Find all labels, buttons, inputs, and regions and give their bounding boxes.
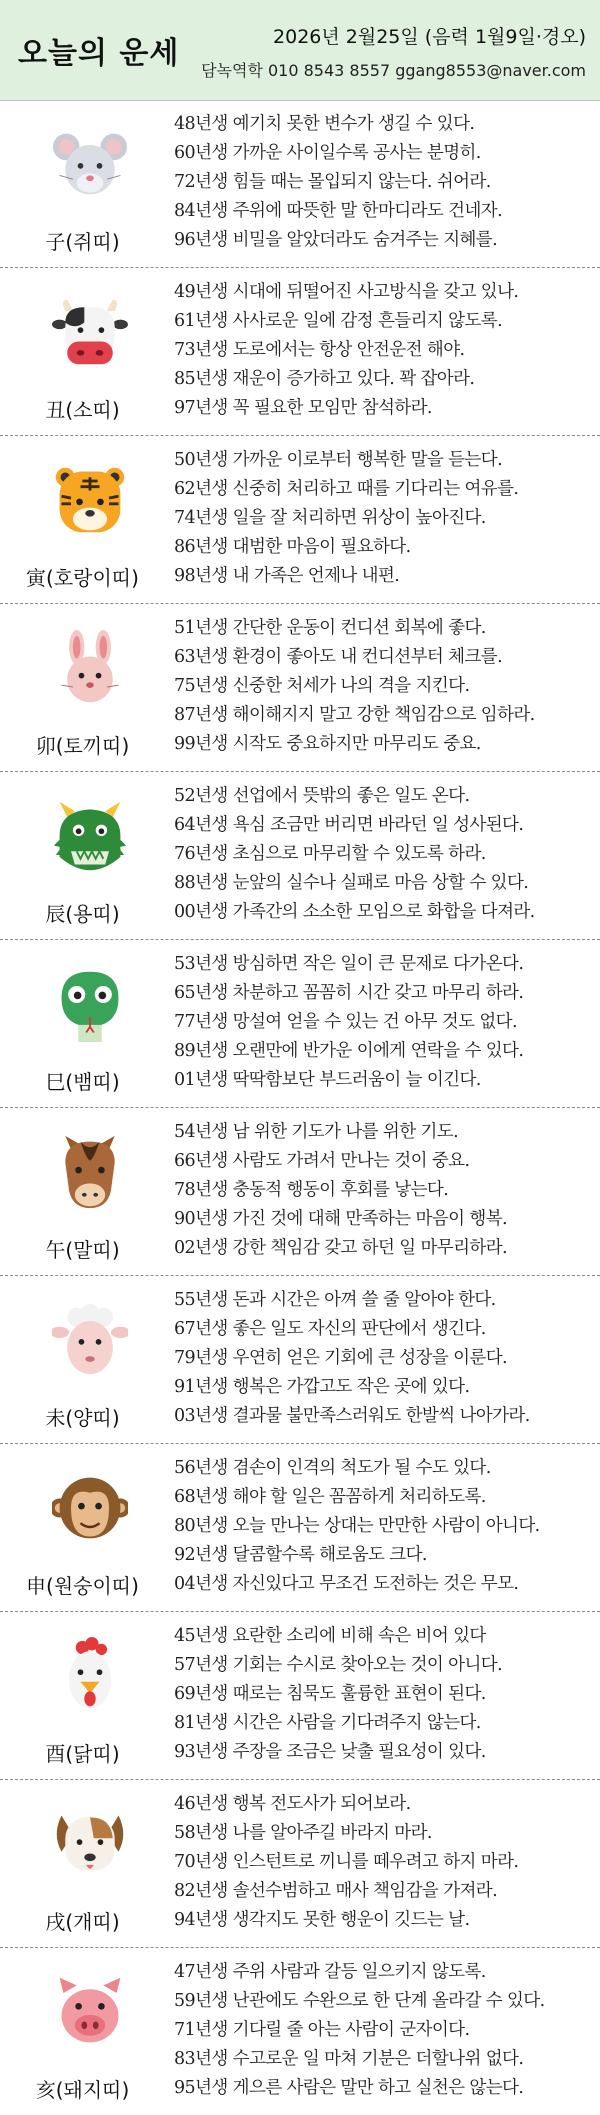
fortune-line: 86년생 대범한 마음이 필요하다. (174, 537, 411, 557)
fortune-line: 97년생 꼭 필요한 모임만 참석하라. (174, 398, 432, 418)
zodiac-animal (0, 268, 165, 435)
zodiac-animal (0, 1444, 165, 1611)
fortune-line: 87년생 해이해지지 말고 강한 책임감으로 임하라. (174, 705, 535, 725)
fortune-lines (174, 1790, 594, 1935)
fortune-line: 61년생 사사로운 일에 감정 흔들리지 않도록. (174, 311, 503, 331)
fortune-line: 68년생 해야 할 일은 꼼꼼하게 처리하도록. (174, 1487, 486, 1507)
fortune-line: 03년생 결과물 불만족스러워도 한발씩 나아가라. (174, 1406, 530, 1426)
fortune-lines (174, 950, 594, 1095)
zodiac-row-snake (0, 940, 600, 1108)
zodiac-label: 子(쥐띠) (45, 230, 120, 254)
fortune-line: 52년생 선업에서 뜻밖의 좋은 일도 온다. (174, 786, 470, 806)
zodiac-animal (0, 604, 165, 771)
zodiac-label: 午(말띠) (45, 1238, 120, 1262)
fortune-line: 54년생 남 위한 기도가 나를 위한 기도. (174, 1122, 459, 1142)
fortune-lines (174, 1454, 594, 1599)
page-title: 오늘의 운세 (18, 36, 180, 71)
fortune-line: 04년생 자신있다고 무조건 도전하는 것은 무모. (174, 1574, 519, 1594)
zodiac-animal (0, 1948, 165, 2115)
fortune-line: 59년생 난관에도 수완으로 한 단계 올라갈 수 있다. (174, 1991, 545, 2011)
zodiac-animal (0, 1612, 165, 1779)
fortune-line: 64년생 욕심 조금만 버리면 바라던 일 성사된다. (174, 815, 524, 835)
fortune-line: 45년생 요란한 소리에 비해 속은 비어 있다 (174, 1626, 486, 1646)
zodiac-label: 未(양띠) (45, 1406, 120, 1430)
fortune-line: 81년생 시간은 사람을 기다려주지 않는다. (174, 1713, 481, 1733)
fortune-line: 98년생 내 가족은 언제나 내편. (174, 566, 400, 586)
zodiac-label: 申(원숭이띠) (26, 1574, 139, 1598)
fortune-line: 70년생 인스턴트로 끼니를 떼우려고 하지 마라. (174, 1852, 519, 1872)
zodiac-animal (0, 1276, 165, 1443)
fortune-lines (174, 110, 594, 255)
fortune-line: 85년생 재운이 증가하고 있다. 꽉 잡아라. (174, 369, 475, 389)
fortune-line: 46년생 행복 전도사가 되어보라. (174, 1794, 411, 1814)
fortune-line: 71년생 기다릴 줄 아는 사람이 군자이다. (174, 2020, 470, 2040)
contact-line: 담녹역학 010 8543 8557 ggang8553@naver.com (201, 61, 586, 80)
zodiac-row-cow (0, 268, 600, 436)
fortune-line: 82년생 솔선수범하고 매사 책임감을 가져라. (174, 1881, 498, 1901)
fortune-lines (174, 614, 594, 759)
fortune-line: 96년생 비밀을 알았더라도 숨겨주는 지혜를. (174, 230, 498, 250)
cow-icon (52, 292, 128, 372)
fortune-line: 94년생 생각지도 못한 행운이 깃드는 날. (174, 1910, 470, 1930)
fortune-line: 80년생 오늘 만나는 상대는 만만한 사람이 아니다. (174, 1516, 540, 1536)
zodiac-list (0, 100, 600, 2115)
zodiac-label: 辰(용띠) (45, 902, 120, 926)
date-line: 2026년 2월25일 (음력 1월9일·경오) (273, 26, 586, 48)
fortune-lines (174, 782, 594, 927)
horse-icon (52, 1132, 128, 1212)
fortune-line: 48년생 예기치 못한 변수가 생길 수 있다. (174, 114, 475, 134)
fortune-line: 77년생 망설여 얻을 수 있는 건 아무 것도 없다. (174, 1012, 517, 1032)
zodiac-label: 卯(토끼띠) (35, 734, 130, 758)
zodiac-label: 酉(닭띠) (45, 1742, 120, 1766)
fortune-line: 49년생 시대에 뒤떨어진 사고방식을 갖고 있나. (174, 282, 519, 302)
fortune-line: 95년생 게으른 사람은 말만 하고 실천은 않는다. (174, 2078, 524, 2098)
fortune-line: 00년생 가족간의 소소한 모임으로 화합을 다져라. (174, 902, 535, 922)
fortune-line: 01년생 딱딱함보단 부드러움이 늘 이긴다. (174, 1070, 481, 1090)
fortune-line: 67년생 좋은 일도 자신의 판단에서 생긴다. (174, 1319, 486, 1339)
zodiac-row-tiger (0, 436, 600, 604)
fortune-line: 62년생 신중히 처리하고 때를 기다리는 여유를. (174, 479, 519, 499)
zodiac-animal (0, 436, 165, 603)
fortune-line: 02년생 강한 책임감 갖고 하던 일 마무리하라. (174, 1238, 507, 1258)
header (0, 0, 600, 101)
fortune-lines (174, 1958, 594, 2103)
zodiac-animal (0, 100, 165, 267)
fortune-line: 53년생 방심하면 작은 일이 큰 문제로 다가온다. (174, 954, 524, 974)
rooster-icon (52, 1636, 128, 1716)
dog-icon (52, 1804, 128, 1884)
fortune-line: 92년생 달콤할수록 해로움도 크다. (174, 1545, 427, 1565)
zodiac-row-dragon (0, 772, 600, 940)
zodiac-label: 巳(뱀띠) (45, 1070, 120, 1094)
zodiac-row-monkey (0, 1444, 600, 1612)
fortune-line: 50년생 가까운 이로부터 행복한 말을 듣는다. (174, 450, 503, 470)
fortune-line: 60년생 가까운 사이일수록 공사는 분명히. (174, 143, 481, 163)
fortune-line: 93년생 주장을 조금은 낮출 필요성이 있다. (174, 1742, 486, 1762)
fortune-line: 75년생 신중한 처세가 나의 격을 지킨다. (174, 676, 470, 696)
fortune-line: 65년생 차분하고 꼼꼼히 시간 갖고 마무리 하라. (174, 983, 524, 1003)
zodiac-row-sheep (0, 1276, 600, 1444)
dragon-icon (52, 796, 128, 876)
rat-icon (52, 124, 128, 204)
fortune-line: 76년생 초심으로 마무리할 수 있도록 하라. (174, 844, 486, 864)
zodiac-row-rat (0, 100, 600, 268)
fortune-line: 78년생 충동적 행동이 후회를 낳는다. (174, 1180, 449, 1200)
fortune-line: 74년생 일을 잘 처리하면 위상이 높아진다. (174, 508, 486, 528)
zodiac-animal (0, 1780, 165, 1947)
zodiac-animal (0, 1108, 165, 1275)
fortune-line: 69년생 때로는 침묵도 훌륭한 표현이 된다. (174, 1684, 486, 1704)
fortune-line: 51년생 간단한 운동이 컨디션 회복에 좋다. (174, 618, 486, 638)
sheep-icon (52, 1300, 128, 1380)
zodiac-label: 丑(소띠) (45, 398, 120, 422)
fortune-line: 58년생 나를 알아주길 바라지 마라. (174, 1823, 432, 1843)
pig-icon (52, 1972, 128, 2052)
zodiac-row-rabbit (0, 604, 600, 772)
zodiac-row-pig (0, 1948, 600, 2115)
fortune-line: 89년생 오랜만에 반가운 이에게 연락을 수 있다. (174, 1041, 524, 1061)
fortune-lines (174, 1622, 594, 1767)
fortune-line: 84년생 주위에 따뜻한 말 한마디라도 건네자. (174, 201, 503, 221)
fortune-line: 73년생 도로에서는 항상 안전운전 해야. (174, 340, 465, 360)
fortune-line: 88년생 눈앞의 실수나 실패로 마음 상할 수 있다. (174, 873, 529, 893)
monkey-icon (52, 1468, 128, 1548)
fortune-lines (174, 278, 594, 423)
fortune-line: 83년생 수고로운 일 마쳐 기분은 더할나위 없다. (174, 2049, 524, 2069)
zodiac-label: 亥(돼지띠) (35, 2078, 130, 2102)
zodiac-animal (0, 772, 165, 939)
zodiac-row-dog (0, 1780, 600, 1948)
fortune-line: 91년생 행복은 가깝고도 작은 곳에 있다. (174, 1377, 470, 1397)
fortune-line: 72년생 힘들 때는 몰입되지 않는다. 쉬어라. (174, 172, 491, 192)
fortune-lines (174, 1286, 594, 1431)
zodiac-row-horse (0, 1108, 600, 1276)
rabbit-icon (52, 628, 128, 708)
fortune-line: 66년생 사람도 가려서 만나는 것이 중요. (174, 1151, 470, 1171)
fortune-lines (174, 1118, 594, 1263)
fortune-line: 90년생 가진 것에 대해 만족하는 마음이 행복. (174, 1209, 507, 1229)
fortune-line: 47년생 주위 사람과 갈등 일으키지 않도록. (174, 1962, 486, 1982)
zodiac-animal (0, 940, 165, 1107)
fortune-lines (174, 446, 594, 591)
zodiac-label: 戌(개띠) (45, 1910, 120, 1934)
zodiac-row-rooster (0, 1612, 600, 1780)
fortune-line: 57년생 기회는 수시로 찾아오는 것이 아니다. (174, 1655, 503, 1675)
fortune-line: 79년생 우연히 얻은 기회에 큰 성장을 이룬다. (174, 1348, 507, 1368)
tiger-icon (52, 460, 128, 540)
fortune-line: 55년생 돈과 시간은 아껴 쓸 줄 알아야 한다. (174, 1290, 496, 1310)
fortune-line: 63년생 환경이 좋아도 내 컨디션부터 체크를. (174, 647, 503, 667)
fortune-line: 99년생 시작도 중요하지만 마무리도 중요. (174, 734, 481, 754)
zodiac-label: 寅(호랑이띠) (26, 566, 139, 590)
snake-icon (52, 964, 128, 1044)
fortune-line: 56년생 겸손이 인격의 척도가 될 수도 있다. (174, 1458, 491, 1478)
